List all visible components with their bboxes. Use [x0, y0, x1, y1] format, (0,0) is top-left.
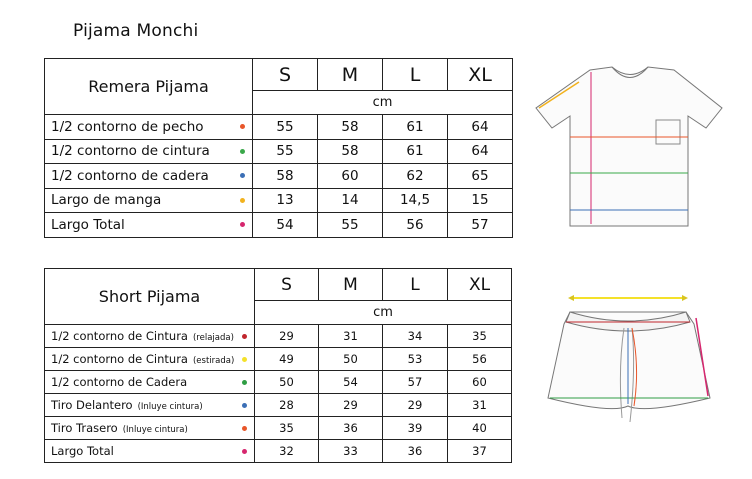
measure-label: Largo de manga [51, 192, 162, 209]
remera-value-cell: 62 [383, 164, 448, 189]
short-row [45, 440, 512, 463]
short-value-cell: 34 [383, 325, 448, 348]
measure-note: (estirada) [192, 356, 235, 366]
short-value-cell: 56 [448, 348, 512, 371]
color-dot-icon [240, 149, 245, 154]
remera-value-cell: 65 [448, 164, 513, 189]
remera-value-cell: 58 [253, 164, 318, 189]
short-row [45, 417, 512, 440]
remera-value-cell: 14,5 [383, 188, 448, 213]
tshirt-diagram [532, 64, 732, 234]
short-value-cell: 49 [255, 348, 319, 371]
short-value-cell: 36 [319, 417, 383, 440]
remera-value-cell: 55 [318, 213, 383, 238]
remera-value-cell: 61 [383, 115, 448, 140]
remera-value-cell: 14 [318, 188, 383, 213]
short-value-cell: 50 [255, 371, 319, 394]
short-value-cell: 29 [319, 394, 383, 417]
short-unit: cm [255, 301, 512, 325]
short-size-m: M [319, 269, 383, 301]
color-dot-icon [242, 357, 247, 362]
remera-size-m: M [318, 59, 383, 91]
measure-note: (Inluye cintura) [122, 425, 188, 435]
remera-row [45, 213, 513, 238]
color-dot-icon [242, 403, 247, 408]
short-value-cell: 31 [448, 394, 512, 417]
short-value-cell: 60 [448, 371, 512, 394]
remera-value-cell: 54 [253, 213, 318, 238]
short-value-cell: 35 [448, 325, 512, 348]
short-value-cell: 53 [383, 348, 448, 371]
short-row-label-cell [45, 371, 255, 394]
tshirt-outline [536, 67, 722, 226]
measure-label: 1/2 contorno de Cintura [51, 329, 188, 343]
remera-value-cell: 55 [253, 115, 318, 140]
color-dot-icon [242, 334, 247, 339]
short-size-table [44, 268, 512, 463]
short-row [45, 394, 512, 417]
short-value-cell: 57 [383, 371, 448, 394]
short-value-cell: 32 [255, 440, 319, 463]
remera-value-cell: 15 [448, 188, 513, 213]
remera-size-l: L [383, 59, 448, 91]
remera-value-cell: 58 [318, 115, 383, 140]
short-row-label-cell [45, 440, 255, 463]
remera-size-s: S [253, 59, 318, 91]
short-value-cell: 33 [319, 440, 383, 463]
color-dot-icon [240, 173, 245, 178]
remera-row [45, 115, 513, 140]
color-dot-icon [240, 198, 245, 203]
remera-row [45, 188, 513, 213]
remera-value-cell: 61 [383, 139, 448, 164]
remera-size-xl: XL [448, 59, 513, 91]
measure-note: (relajada) [192, 333, 234, 343]
remera-row-label-cell [45, 115, 253, 140]
short-row-label-cell [45, 348, 255, 371]
remera-value-cell: 64 [448, 139, 513, 164]
short-row-label-cell [45, 394, 255, 417]
measure-label: Largo Total [51, 444, 114, 458]
remera-row [45, 139, 513, 164]
color-dot-icon [240, 222, 245, 227]
measure-label: Tiro Trasero [51, 421, 118, 435]
remera-row-label-cell [45, 139, 253, 164]
remera-value-cell: 57 [448, 213, 513, 238]
short-size-s: S [255, 269, 319, 301]
short-size-xl: XL [448, 269, 512, 301]
short-name: Short Pijama [45, 269, 255, 325]
short-value-cell: 37 [448, 440, 512, 463]
shorts-diagram [544, 288, 724, 433]
measure-label: 1/2 contorno de pecho [51, 118, 204, 135]
short-value-cell: 36 [383, 440, 448, 463]
remera-row-label-cell [45, 188, 253, 213]
measure-label: 1/2 contorno de cadera [51, 167, 209, 184]
remera-value-cell: 55 [253, 139, 318, 164]
remera-row-label-cell [45, 164, 253, 189]
measure-label: 1/2 contorno de Cintura [51, 352, 188, 366]
color-dot-icon [242, 449, 247, 454]
remera-size-table [44, 58, 513, 238]
short-row [45, 325, 512, 348]
remera-value-cell: 13 [253, 188, 318, 213]
short-value-cell: 39 [383, 417, 448, 440]
short-value-cell: 28 [255, 394, 319, 417]
short-value-cell: 29 [255, 325, 319, 348]
color-dot-icon [240, 124, 245, 129]
measure-label: 1/2 contorno de cintura [51, 143, 210, 160]
short-value-cell: 54 [319, 371, 383, 394]
short-value-cell: 29 [383, 394, 448, 417]
remera-value-cell: 56 [383, 213, 448, 238]
measure-label: Largo Total [51, 216, 125, 233]
remera-row [45, 164, 513, 189]
measure-label: 1/2 contorno de Cadera [51, 375, 188, 389]
page-title: Pijama Monchi [73, 21, 199, 41]
remera-unit: cm [253, 91, 513, 115]
measure-label: Tiro Delantero [51, 398, 133, 412]
measure-note: (Inluye cintura) [137, 402, 203, 412]
color-dot-icon [242, 380, 247, 385]
short-value-cell: 50 [319, 348, 383, 371]
short-row [45, 348, 512, 371]
short-row-label-cell [45, 325, 255, 348]
short-value-cell: 40 [448, 417, 512, 440]
short-row-label-cell [45, 417, 255, 440]
short-value-cell: 35 [255, 417, 319, 440]
short-value-cell: 31 [319, 325, 383, 348]
remera-value-cell: 60 [318, 164, 383, 189]
remera-value-cell: 64 [448, 115, 513, 140]
color-dot-icon [242, 426, 247, 431]
remera-value-cell: 58 [318, 139, 383, 164]
remera-name: Remera Pijama [45, 59, 253, 115]
short-row [45, 371, 512, 394]
short-size-l: L [383, 269, 448, 301]
remera-row-label-cell [45, 213, 253, 238]
